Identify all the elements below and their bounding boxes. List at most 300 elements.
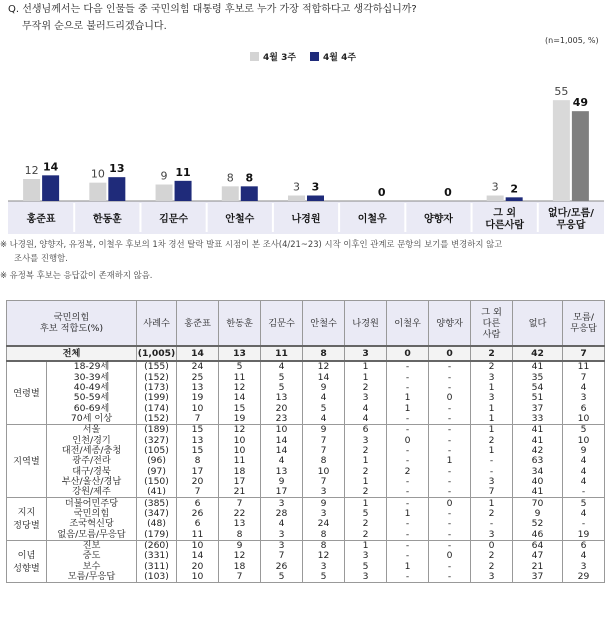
category-label-4: 나경원 (291, 214, 321, 225)
table-cell: 10 (563, 414, 605, 425)
table-cell: 모름/무응답 (47, 572, 137, 583)
table-cell: - (429, 530, 471, 541)
table-cell: 6 (177, 519, 219, 529)
table-cell: 24 (177, 361, 219, 372)
table-cell: 서울 (47, 425, 137, 436)
table-cell: 11 (563, 361, 605, 372)
table-row (7, 361, 605, 372)
table-cell: 1 (345, 372, 387, 382)
table-cell: 4 (563, 383, 605, 393)
table-cell: 1 (471, 414, 513, 425)
table-row-total (7, 346, 605, 361)
table-cell: 4 (303, 414, 345, 425)
table-cell: 진보 (47, 540, 137, 551)
table-cell: 4 (563, 509, 605, 519)
table-header-cell: 김문수 (261, 301, 303, 347)
table-header-cell: 한동훈 (219, 301, 261, 347)
bar-1-4 (288, 196, 305, 202)
table-cell: 3 (471, 530, 513, 541)
table-cell: 8 (219, 530, 261, 541)
table-cell: 41 (513, 435, 563, 445)
bar-1-7 (487, 196, 504, 202)
table-cell: - (387, 425, 429, 436)
table-cell: - (387, 361, 429, 372)
table-cell: 0 (429, 393, 471, 403)
table-cell: 14 (303, 372, 345, 382)
bar-2-7 (506, 197, 523, 201)
table-cell: 8 (303, 540, 345, 551)
table-cell: - (429, 372, 471, 382)
table-cell: 6 (563, 540, 605, 551)
table-cell: - (429, 446, 471, 456)
table-cell: (152) (137, 414, 177, 425)
bar-2-0 (42, 175, 59, 201)
table-cell: - (429, 425, 471, 436)
table-cell: - (429, 414, 471, 425)
table-cell: 10 (177, 403, 219, 413)
table-cell: 11 (219, 372, 261, 382)
table-cell: - (471, 466, 513, 476)
table-cell: 13 (177, 383, 219, 393)
table-cell: 1 (471, 498, 513, 509)
table-row (7, 551, 605, 561)
table-cell: 54 (513, 383, 563, 393)
table-cell: (189) (137, 425, 177, 436)
table-cell: 18 (219, 562, 261, 572)
table-cell: 26 (261, 562, 303, 572)
table-cell: 1 (471, 403, 513, 413)
table-cell: 14 (219, 393, 261, 403)
table-cell: 4 (261, 519, 303, 529)
table-header-cell: 그 외 다른 사람 (471, 301, 513, 347)
table-cell: 15 (219, 403, 261, 413)
category-label-8: 무응답 (556, 220, 586, 231)
table-cell: 1 (345, 498, 387, 509)
crosstab-table (6, 300, 605, 583)
table-cell: 1 (387, 393, 429, 403)
table-cell: 7 (563, 346, 605, 361)
table-cell: 50-59세 (47, 393, 137, 403)
table-cell: 국민의힘 (47, 509, 137, 519)
table-cell: (173) (137, 383, 177, 393)
table-cell: 0 (429, 498, 471, 509)
table-cell: - (429, 509, 471, 519)
table-cell: 5 (261, 572, 303, 583)
table-cell: 37 (513, 572, 563, 583)
table-cell: - (387, 372, 429, 382)
table-cell: 11 (219, 456, 261, 466)
bar-1-2 (156, 185, 173, 202)
group-label: 지지 정당별 (7, 498, 47, 540)
data-label-2-4: 3 (311, 180, 320, 194)
table-cell: - (387, 414, 429, 425)
table-cell: 9 (261, 477, 303, 487)
table-cell: (105) (137, 446, 177, 456)
table-cell: 10 (563, 435, 605, 445)
table-cell: (179) (137, 530, 177, 541)
table-cell: - (387, 572, 429, 583)
table-cell: 4 (563, 456, 605, 466)
table-cell: 광주/전라 (47, 456, 137, 466)
table-cell: 18 (219, 466, 261, 476)
table-cell: 2 (471, 361, 513, 372)
table-cell: 7 (177, 414, 219, 425)
table-cell: 인천/경기 (47, 435, 137, 445)
table-cell: - (387, 383, 429, 393)
table-header-cell: 모름/ 무응답 (563, 301, 605, 347)
table-header-cell: 홍준표 (177, 301, 219, 347)
table-cell: 17 (261, 487, 303, 498)
table-cell: 7 (563, 372, 605, 382)
table-cell: 41 (513, 361, 563, 372)
bar-2-3 (241, 186, 258, 201)
category-label-8: 없다/모름/ (547, 208, 594, 219)
table-cell: 중도 (47, 551, 137, 561)
table-cell: 24 (303, 519, 345, 529)
table-cell: 1 (471, 383, 513, 393)
footnote-2: ※ 유정복 후보는 응답값이 존재하지 않음. (0, 270, 153, 280)
table-cell: 3 (345, 346, 387, 361)
table-cell: 63 (513, 456, 563, 466)
table-cell: 46 (513, 530, 563, 541)
table-cell: 3 (345, 551, 387, 561)
table-cell: 8 (303, 346, 345, 361)
table-cell: - (429, 519, 471, 529)
table-cell: 52 (513, 519, 563, 529)
table-cell: 5 (345, 562, 387, 572)
table-cell: 8 (303, 530, 345, 541)
table-cell: 12 (219, 551, 261, 561)
table-cell: - (429, 361, 471, 372)
data-label-2-7: 2 (510, 182, 518, 196)
table-cell: 5 (261, 383, 303, 393)
table-cell: - (471, 519, 513, 529)
table-cell: 4 (563, 466, 605, 476)
table-cell: 2 (387, 466, 429, 476)
table-cell: 21 (219, 487, 261, 498)
table-cell: 0 (387, 435, 429, 445)
category-label-5: 이철우 (357, 214, 387, 225)
table-cell: 70 (513, 498, 563, 509)
table-cell: 13 (219, 346, 261, 361)
bar-2-4 (307, 196, 324, 202)
table-cell: 3 (345, 435, 387, 445)
table-cell: 14 (261, 446, 303, 456)
table-header-row (7, 301, 605, 347)
table-cell: 2 (345, 519, 387, 529)
legend-label-series2: 4월 4주 (323, 53, 357, 63)
table-cell: (327) (137, 435, 177, 445)
table-cell: 2 (345, 446, 387, 456)
table-cell: 15 (177, 446, 219, 456)
data-label-2-5: 0 (377, 186, 386, 199)
table-cell: (41) (137, 487, 177, 498)
table-cell: 17 (219, 477, 261, 487)
table-cell: 5 (563, 425, 605, 436)
table-cell: 7 (177, 487, 219, 498)
table-row (7, 487, 605, 498)
table-cell: (260) (137, 540, 177, 551)
table-cell: (103) (137, 572, 177, 583)
table-cell: 7 (303, 446, 345, 456)
data-label-2-6: 0 (444, 186, 452, 199)
bar-1-8 (553, 100, 570, 201)
table-cell: - (563, 487, 605, 498)
table-cell: 26 (177, 509, 219, 519)
table-cell: 조국혁신당 (47, 519, 137, 529)
table-cell: 3 (471, 372, 513, 382)
bar-2-2 (175, 181, 192, 201)
table-cell: 10 (303, 466, 345, 476)
data-label-1-1: 10 (90, 167, 105, 181)
table-cell: 0 (429, 551, 471, 561)
table-cell: (48) (137, 519, 177, 529)
table-cell: 12 (219, 425, 261, 436)
table-cell: 21 (513, 562, 563, 572)
table-cell: 6 (177, 498, 219, 509)
table-cell: 1 (387, 403, 429, 413)
data-label-1-7: 3 (491, 180, 499, 194)
table-cell: 1 (471, 425, 513, 436)
table-cell: (347) (137, 509, 177, 519)
table-cell: - (387, 446, 429, 456)
table-cell: 33 (513, 414, 563, 425)
table-header-cell: 양향자 (429, 301, 471, 347)
table-cell: 2 (471, 346, 513, 361)
table-row (7, 519, 605, 529)
group-label: 지역별 (7, 425, 47, 498)
table-cell: 7 (471, 487, 513, 498)
table-cell: (155) (137, 361, 177, 372)
table-cell: 42 (513, 446, 563, 456)
table-cell: 10 (219, 435, 261, 445)
table-cell: 9 (303, 383, 345, 393)
table-cell: 7 (303, 435, 345, 445)
table-cell: 1 (345, 361, 387, 372)
footnote-1: ※ 나경원, 양향자, 유정복, 이철우 후보의 1차 경선 탈락 발표 시점이 본 조사(4/21~23) 시작 이후인 관계로 문항의 보기를 변경하지 않고 (0, 239, 503, 249)
table-cell: 7 (261, 551, 303, 561)
bar-1-0 (23, 179, 40, 201)
table-cell: 42 (513, 346, 563, 361)
table-cell: - (429, 466, 471, 476)
table-cell: (331) (137, 551, 177, 561)
table-cell: 없음/모름/무응답 (47, 530, 137, 541)
data-label-2-2: 11 (175, 165, 191, 179)
table-cell: 부산/울산/경남 (47, 477, 137, 487)
table-cell: - (429, 487, 471, 498)
table-cell: 41 (513, 425, 563, 436)
table-cell: 1 (345, 477, 387, 487)
table-cell: 34 (513, 466, 563, 476)
category-label-3: 안철수 (225, 214, 255, 225)
table-cell: 5 (303, 572, 345, 583)
table-cell: 12 (219, 383, 261, 393)
table-cell: 보수 (47, 562, 137, 572)
bar-2-1 (108, 177, 125, 201)
table-cell: 1 (387, 509, 429, 519)
table-row (7, 456, 605, 466)
table-cell: - (429, 435, 471, 445)
category-label-1: 한동훈 (92, 214, 122, 225)
table-row (7, 414, 605, 425)
table-cell: 4 (345, 414, 387, 425)
legend-label-series1: 4월 3주 (263, 53, 297, 63)
table-cell: 70세 이상 (47, 414, 137, 425)
table-cell: 30-39세 (47, 372, 137, 382)
table-cell: - (429, 540, 471, 551)
table-cell: 19 (219, 414, 261, 425)
table-cell: 14 (261, 435, 303, 445)
table-row (7, 572, 605, 583)
table-cell: 20 (177, 477, 219, 487)
table-cell: 3 (563, 562, 605, 572)
question-subtext: 무작위 순으로 불러드리겠습니다. (22, 21, 167, 32)
table-cell: 0 (387, 346, 429, 361)
table-cell: 10 (177, 540, 219, 551)
bar-1-3 (222, 186, 239, 201)
group-label: 이념 성향별 (7, 540, 47, 582)
data-label-2-0: 14 (42, 160, 59, 174)
table-cell: 13 (261, 393, 303, 403)
unit-label: (n=1,005, %) (545, 36, 599, 45)
data-label-1-2: 9 (160, 169, 168, 183)
table-cell: 7 (219, 498, 261, 509)
table-cell: 3 (303, 509, 345, 519)
table-cell: 4 (303, 393, 345, 403)
table-cell: 14 (177, 551, 219, 561)
table-cell: 14 (177, 346, 219, 361)
table-cell: 19 (177, 393, 219, 403)
table-cell: 13 (219, 519, 261, 529)
table-cell: 9 (303, 425, 345, 436)
table-cell: 3 (345, 572, 387, 583)
table-cell: (152) (137, 372, 177, 382)
table-cell: 2 (345, 383, 387, 393)
table-cell: 9 (303, 498, 345, 509)
table-header-cell: 사례수 (137, 301, 177, 347)
table-cell: 강원/제주 (47, 487, 137, 498)
table-cell: 1 (345, 456, 387, 466)
table-cell: 0 (471, 540, 513, 551)
table-header-cell: 없다 (513, 301, 563, 347)
table-cell: 60-69세 (47, 403, 137, 413)
table-cell: (96) (137, 456, 177, 466)
table-cell: 6 (563, 403, 605, 413)
table-cell: 47 (513, 551, 563, 561)
table-cell: 35 (513, 372, 563, 382)
table-cell: 20 (261, 403, 303, 413)
table-cell: 9 (563, 446, 605, 456)
table-cell: - (387, 540, 429, 551)
table-cell: 10 (261, 425, 303, 436)
table-cell: 10 (219, 446, 261, 456)
table-cell: 전체 (7, 346, 137, 361)
table-cell: 51 (513, 393, 563, 403)
table-cell: 25 (177, 372, 219, 382)
table-cell: (150) (137, 477, 177, 487)
table-row (7, 393, 605, 403)
table-cell: 5 (219, 361, 261, 372)
table-cell: 7 (303, 477, 345, 487)
table-cell: 64 (513, 540, 563, 551)
table-cell: - (471, 456, 513, 466)
table-cell: - (429, 572, 471, 583)
table-cell: 4 (563, 477, 605, 487)
table-cell: 4 (261, 361, 303, 372)
category-label-6: 양향자 (423, 214, 453, 225)
table-cell: 13 (261, 466, 303, 476)
table-cell: 2 (345, 466, 387, 476)
table-cell: (199) (137, 393, 177, 403)
table-cell: 1 (387, 562, 429, 572)
table-cell: 5 (261, 372, 303, 382)
table-cell: 29 (563, 572, 605, 583)
table-cell: 40-49세 (47, 383, 137, 393)
table-cell: (311) (137, 562, 177, 572)
data-label-2-3: 8 (245, 171, 254, 185)
table-cell: 23 (261, 414, 303, 425)
table-cell: 9 (513, 509, 563, 519)
table-cell: 3 (471, 477, 513, 487)
table-cell: 28 (261, 509, 303, 519)
category-label-7: 그 외 (493, 208, 517, 219)
table-cell: 4 (261, 456, 303, 466)
table-cell: 3 (471, 572, 513, 583)
table-header-cell: 이철우 (387, 301, 429, 347)
table-cell: 0 (429, 346, 471, 361)
table-cell: 3 (303, 487, 345, 498)
table-cell: 3 (261, 540, 303, 551)
data-label-1-4: 3 (293, 180, 300, 194)
category-label-7: 다른사람 (485, 220, 524, 231)
table-cell: 2 (471, 435, 513, 445)
table-cell: 19 (563, 530, 605, 541)
table-cell: 2 (471, 509, 513, 519)
table-cell: 5 (303, 403, 345, 413)
bar-2-8 (572, 111, 589, 201)
table-cell: - (387, 519, 429, 529)
table-cell: 15 (177, 425, 219, 436)
table-cell: (385) (137, 498, 177, 509)
table-cell: 7 (219, 572, 261, 583)
table-cell: - (429, 477, 471, 487)
data-label-2-8: 49 (572, 96, 589, 110)
table-cell: 대전/세종/충청 (47, 446, 137, 456)
table-cell: 3 (261, 530, 303, 541)
table-cell: 3 (303, 562, 345, 572)
table-header-cell: 안철수 (303, 301, 345, 347)
table-cell: 1 (429, 456, 471, 466)
table-cell: (97) (137, 466, 177, 476)
table-cell: 더불어민주당 (47, 498, 137, 509)
table-cell: - (429, 562, 471, 572)
table-cell: 40 (513, 477, 563, 487)
table-cell: 37 (513, 403, 563, 413)
table-cell: 1 (471, 446, 513, 456)
table-cell: 2 (471, 562, 513, 572)
table-cell: - (387, 498, 429, 509)
table-cell: 8 (177, 456, 219, 466)
table-cell: 4 (563, 551, 605, 561)
table-cell: 12 (303, 551, 345, 561)
table-cell: 9 (219, 540, 261, 551)
table-cell: 3 (471, 393, 513, 403)
table-cell: 22 (219, 509, 261, 519)
bar-1-1 (89, 183, 106, 201)
table-row (7, 530, 605, 541)
table-cell: 10 (177, 572, 219, 583)
data-label-1-8: 55 (554, 85, 569, 99)
